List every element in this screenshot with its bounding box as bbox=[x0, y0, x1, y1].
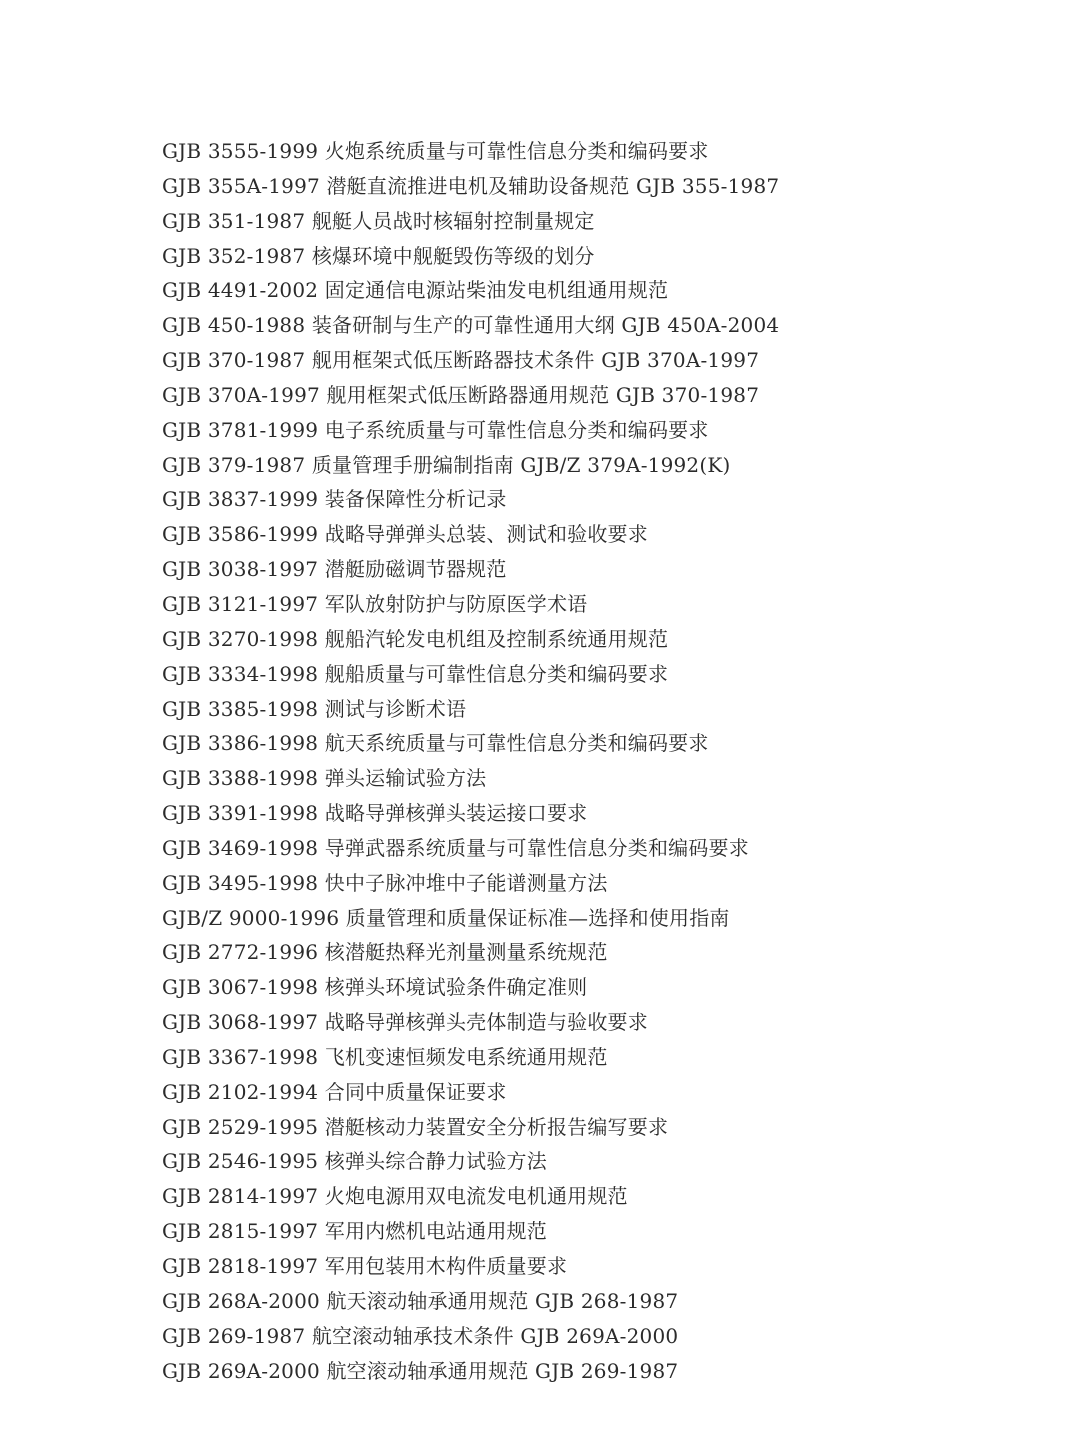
standard-entry: GJB 370A-1997 舰用框架式低压断路器通用规范 GJB 370-1987 bbox=[162, 382, 760, 407]
standard-entry: GJB 269-1987 航空滚动轴承技术条件 GJB 269A-2000 bbox=[162, 1323, 679, 1348]
standard-entry: GJB 3837-1999 装备保障性分析记录 bbox=[162, 487, 507, 512]
standard-entry: GJB 3068-1997 战略导弹核弹头壳体制造与验收要求 bbox=[162, 1010, 648, 1035]
standard-entry: GJB 3469-1998 导弹武器系统质量与可靠性信息分类和编码要求 bbox=[162, 835, 749, 860]
standard-entry: GJB 351-1987 舰艇人员战时核辐射控制量规定 bbox=[162, 208, 595, 233]
standard-entry: GJB 2102-1994 合同中质量保证要求 bbox=[162, 1079, 507, 1104]
standard-entry: GJB 3555-1999 火炮系统质量与可靠性信息分类和编码要求 bbox=[162, 139, 709, 163]
standard-entry: GJB 3386-1998 航天系统质量与可靠性信息分类和编码要求 bbox=[162, 731, 709, 756]
standard-entry: GJB 2546-1995 核弹头综合静力试验方法 bbox=[162, 1149, 547, 1174]
standard-entry: GJB 352-1987 核爆环境中舰艇毁伤等级的划分 bbox=[162, 243, 595, 268]
standard-entry: GJB 3038-1997 潜艇励磁调节器规范 bbox=[162, 557, 507, 582]
standard-entry: GJB 3388-1998 弹头运输试验方法 bbox=[162, 766, 487, 791]
standard-entry: GJB 268A-2000 航天滚动轴承通用规范 GJB 268-1987 bbox=[162, 1288, 679, 1313]
standard-entry: GJB 2529-1995 潜艇核动力装置安全分析报告编写要求 bbox=[162, 1114, 669, 1139]
standard-entry: GJB 3385-1998 测试与诊断术语 bbox=[162, 696, 467, 721]
standard-entry: GJB 450-1988 装备研制与生产的可靠性通用大纲 GJB 450A-2004 bbox=[162, 313, 780, 338]
standard-entry: GJB 3391-1998 战略导弹核弹头装运接口要求 bbox=[162, 801, 588, 826]
standard-entry: GJB 3121-1997 军队放射防护与防原医学术语 bbox=[162, 591, 588, 616]
standard-entry: GJB 4491-2002 固定通信电源站柴油发电机组通用规范 bbox=[162, 278, 669, 303]
standard-entry: GJB 3586-1999 战略导弹弹头总装、测试和验收要求 bbox=[162, 522, 648, 547]
standard-entry: GJB 3067-1998 核弹头环境试验条件确定准则 bbox=[162, 975, 588, 1000]
standard-entry: GJB 2772-1996 核潜艇热释光剂量测量系统规范 bbox=[162, 940, 608, 965]
standard-entry: GJB 2815-1997 军用内燃机电站通用规范 bbox=[162, 1219, 547, 1244]
standard-entry: GJB 3781-1999 电子系统质量与可靠性信息分类和编码要求 bbox=[162, 417, 709, 442]
standard-entry: GJB 3270-1998 舰船汽轮发电机组及控制系统通用规范 bbox=[162, 626, 669, 651]
standard-entry: GJB 3334-1998 舰船质量与可靠性信息分类和编码要求 bbox=[162, 661, 669, 686]
standard-entry: GJB 355A-1997 潜艇直流推进电机及辅助设备规范 GJB 355-1987 bbox=[162, 173, 780, 198]
standard-entry: GJB 370-1987 舰用框架式低压断路器技术条件 GJB 370A-1997 bbox=[162, 348, 760, 373]
standard-entry: GJB/Z 9000-1996 质量管理和质量保证标准—选择和使用指南 bbox=[162, 905, 730, 930]
standard-entry: GJB 269A-2000 航空滚动轴承通用规范 GJB 269-1987 bbox=[162, 1358, 679, 1383]
standard-entry: GJB 379-1987 质量管理手册编制指南 GJB/Z 379A-1992(K) bbox=[162, 452, 731, 477]
standard-entry: GJB 3495-1998 快中子脉冲堆中子能谱测量方法 bbox=[162, 870, 608, 895]
standard-entry: GJB 2818-1997 军用包装用木构件质量要求 bbox=[162, 1254, 568, 1278]
standard-entry: GJB 3367-1998 飞机变速恒频发电系统通用规范 bbox=[162, 1044, 608, 1069]
standard-entry: GJB 2814-1997 火炮电源用双电流发电机通用规范 bbox=[162, 1184, 628, 1209]
standards-list bbox=[162, 134, 779, 1388]
